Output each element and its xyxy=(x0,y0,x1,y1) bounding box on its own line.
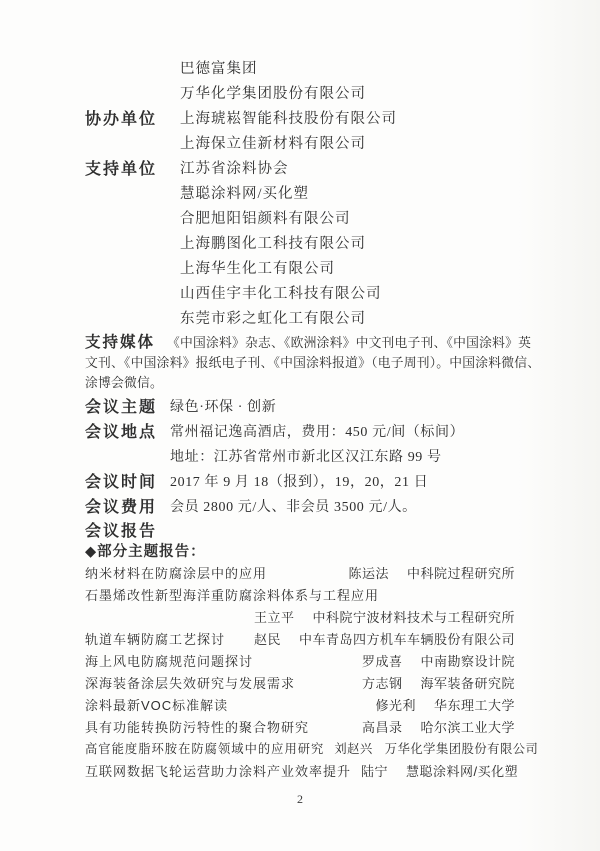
unit-name: 上海琥崧智能科技股份有限公司 xyxy=(180,111,397,127)
unit-row xyxy=(85,255,515,280)
report-speaker: 王立平 xyxy=(253,609,295,625)
unit-name: 江苏省涂料协会 xyxy=(180,161,289,177)
section-label-supporters: 支持单位 xyxy=(85,161,158,178)
report-organization: 中车青岛四方机车车辆股份有限公司 xyxy=(298,631,515,647)
report-topic: 高官能度脂环胺在防腐领域中的应用研究 xyxy=(85,742,325,756)
report-row xyxy=(85,583,515,605)
section-label-fee: 会议费用 xyxy=(85,499,158,516)
report-speaker: 赵民 xyxy=(253,631,281,647)
report-row xyxy=(85,605,515,627)
report-organization: 华东理工大学 xyxy=(433,697,515,713)
meeting-venue-row xyxy=(85,418,515,443)
report-topic: 具有功能转换防污特性的聚合物研究 xyxy=(85,719,310,735)
meeting-fee-value: 会员 2800 元/人、非会员 3500 元/人。 xyxy=(170,499,417,515)
unit-row xyxy=(85,180,515,205)
unit-name: 合肥旭阳铝颜料有限公司 xyxy=(180,211,351,227)
report-organization: 万华化学集团股份有限公司 xyxy=(384,742,539,756)
unit-row xyxy=(85,105,515,130)
report-speaker: 刘赵兴 xyxy=(334,742,373,756)
media-line: 涂博会微信。 xyxy=(85,376,163,390)
meeting-fee-row xyxy=(85,493,515,518)
report-organization: 慧聪涂料网/买化塑 xyxy=(406,763,519,779)
report-row xyxy=(85,759,519,781)
report-organization: 哈尔滨工业大学 xyxy=(420,719,515,735)
report-topic: 石墨烯改性新型海洋重防腐涂料体系与工程应用 xyxy=(85,587,380,603)
unit-name: 上海保立佳新材料有限公司 xyxy=(180,136,366,152)
meeting-theme-row xyxy=(85,393,515,418)
media-line: 《中国涂料》杂志、《欧洲涂料》中文刊电子刊、《中国涂料》英 xyxy=(167,336,532,350)
report-row xyxy=(85,671,515,693)
section-label-time: 会议时间 xyxy=(85,474,158,491)
report-heading-row xyxy=(85,518,515,540)
report-row xyxy=(85,561,515,583)
unit-row xyxy=(85,55,515,80)
section-label-media: 支持媒体 xyxy=(85,334,156,351)
report-speaker: 修光利 xyxy=(375,697,416,713)
report-topic: 海上风电防腐规范问题探讨 xyxy=(85,653,254,669)
unit-row xyxy=(85,305,515,330)
report-topic: 互联网数据飞轮运营助力涂料产业效率提升 xyxy=(85,763,352,779)
unit-row xyxy=(85,205,515,230)
unit-name: 万华化学集团股份有限公司 xyxy=(180,86,366,102)
report-heading: 会议报告 xyxy=(85,522,158,540)
report-topic: 涂料最新VOC标准解读 xyxy=(85,697,229,713)
supporting-media-paragraph xyxy=(85,333,541,393)
unit-row xyxy=(85,155,515,180)
unit-name: 上海鹏图化工科技有限公司 xyxy=(180,236,366,252)
report-organization: 中科院过程研究所 xyxy=(406,565,515,581)
unit-row xyxy=(85,280,515,305)
report-row xyxy=(85,715,515,737)
unit-name: 东莞市彩之虹化工有限公司 xyxy=(180,311,366,327)
page-number: 2 xyxy=(297,792,303,806)
report-topic: 纳米材料在防腐涂层中的应用 xyxy=(85,565,268,581)
meeting-venue-address-row xyxy=(85,443,515,468)
unit-row xyxy=(85,230,515,255)
report-topic: 轨道车辆防腐工艺探讨 xyxy=(85,631,226,647)
report-subheading: ◆部分主题报告： xyxy=(85,544,206,560)
meeting-theme-value: 绿色·环保 · 创新 xyxy=(170,399,277,415)
report-organization: 中南勘察设计院 xyxy=(420,653,515,669)
report-speaker: 罗成喜 xyxy=(361,653,403,669)
report-speaker: 陈运法 xyxy=(348,565,389,581)
report-subheading-row xyxy=(85,540,515,561)
report-row xyxy=(85,627,515,649)
report-topic: 深海装备涂层失效研究与发展需求 xyxy=(85,675,296,691)
unit-name: 巴德富集团 xyxy=(180,61,258,77)
report-organization: 中科院宁波材料技术与工程研究所 xyxy=(312,609,515,625)
section-label-venue: 会议地点 xyxy=(85,424,158,441)
section-label-co-organizer: 协办单位 xyxy=(85,111,158,128)
section-label-theme: 会议主题 xyxy=(85,399,158,416)
meeting-time-value: 2017 年 9 月 18（报到），19，20，21 日 xyxy=(170,474,429,490)
report-organization: 海军装备研究院 xyxy=(420,675,515,691)
meeting-venue-address: 地址：江苏省常州市新北区汉江东路 99 号 xyxy=(170,449,442,465)
report-speaker: 高昌录 xyxy=(361,719,403,735)
meeting-venue-value: 常州福记逸高酒店，费用：450 元/间（标间） xyxy=(170,424,465,440)
report-speaker: 方志钢 xyxy=(361,675,403,691)
unit-row xyxy=(85,80,515,105)
unit-name: 上海华生化工有限公司 xyxy=(180,261,335,277)
unit-name: 慧聪涂料网/买化塑 xyxy=(180,186,310,202)
report-row xyxy=(85,693,515,715)
meeting-time-row xyxy=(85,468,515,493)
report-speaker: 陆宁 xyxy=(361,763,389,779)
media-line: 文刊、《中国涂料》报纸电子刊、《中国涂料报道》（电子周刊）。中国涂料微信、 xyxy=(85,356,541,370)
report-row xyxy=(85,649,515,671)
report-row xyxy=(85,737,539,759)
unit-name: 山西佳宇丰化工科技有限公司 xyxy=(180,286,382,302)
unit-row xyxy=(85,130,515,155)
